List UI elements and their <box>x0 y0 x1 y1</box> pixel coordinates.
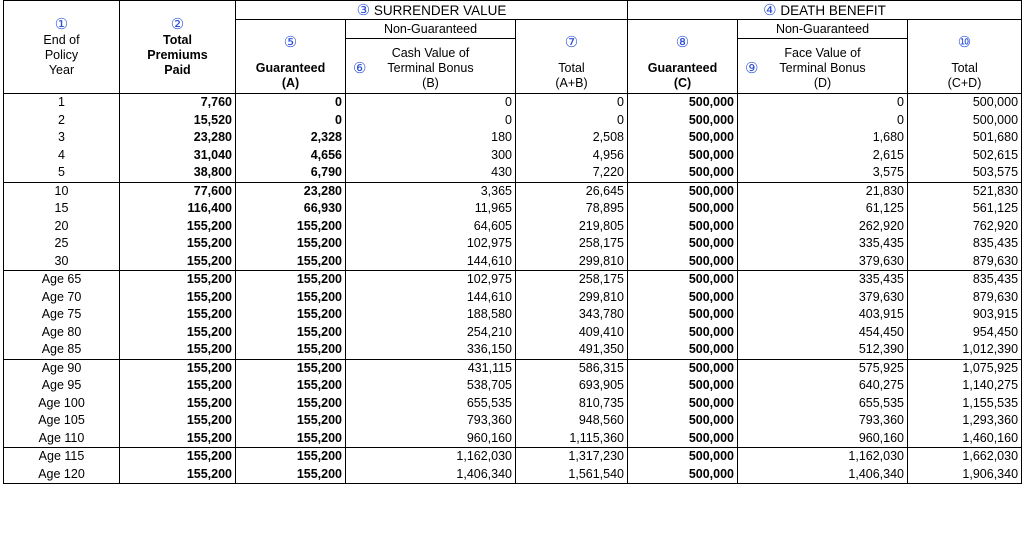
cell-premiums: 155,200 <box>120 359 236 377</box>
cell-db-bonus: 2,615 <box>738 147 908 165</box>
cell-db-total: 500,000 <box>908 94 1022 112</box>
cell-sv-bonus: 3,365 <box>346 182 516 200</box>
cell-sv-guaranteed: 155,200 <box>236 430 346 448</box>
cell-sv-total: 4,956 <box>516 147 628 165</box>
marker-2: ② <box>170 15 185 33</box>
cell-db-bonus: 379,630 <box>738 253 908 271</box>
cell-year: Age 100 <box>4 395 120 413</box>
header-sv-total-line2: (A+B) <box>555 76 588 90</box>
cell-sv-guaranteed: 4,656 <box>236 147 346 165</box>
cell-sv-bonus: 188,580 <box>346 306 516 324</box>
cell-db-bonus: 1,680 <box>738 129 908 147</box>
cell-db-guaranteed: 500,000 <box>628 430 738 448</box>
cell-db-bonus: 655,535 <box>738 395 908 413</box>
cell-db-guaranteed: 500,000 <box>628 164 738 182</box>
header-policy-year-line3: Year <box>48 62 75 77</box>
header-sv-terminal-bonus-line1: Cash Value of <box>391 46 470 60</box>
header-total-premiums-line3: Paid <box>164 62 191 77</box>
cell-sv-bonus: 102,975 <box>346 271 516 289</box>
table-body <box>4 94 1022 484</box>
table-row <box>4 466 1022 484</box>
cell-sv-bonus: 144,610 <box>346 253 516 271</box>
table-row <box>4 306 1022 324</box>
cell-sv-total: 1,561,540 <box>516 466 628 484</box>
cell-db-bonus: 21,830 <box>738 182 908 200</box>
cell-year: 20 <box>4 218 120 236</box>
cell-db-bonus: 512,390 <box>738 341 908 359</box>
header-surrender-title: SURRENDER VALUE <box>373 2 507 18</box>
cell-year: Age 75 <box>4 306 120 324</box>
cell-sv-bonus: 300 <box>346 147 516 165</box>
cell-year: 2 <box>4 112 120 130</box>
cell-sv-guaranteed: 6,790 <box>236 164 346 182</box>
cell-sv-bonus: 430 <box>346 164 516 182</box>
cell-sv-guaranteed: 155,200 <box>236 271 346 289</box>
cell-db-total: 561,125 <box>908 200 1022 218</box>
cell-sv-guaranteed: 155,200 <box>236 306 346 324</box>
marker-4: ④ <box>763 1 777 19</box>
table-row <box>4 182 1022 200</box>
cell-year: 25 <box>4 235 120 253</box>
cell-db-guaranteed: 500,000 <box>628 94 738 112</box>
header-db-total <box>908 20 1022 94</box>
cell-sv-bonus: 64,605 <box>346 218 516 236</box>
cell-sv-guaranteed: 155,200 <box>236 341 346 359</box>
cell-sv-total: 219,805 <box>516 218 628 236</box>
cell-db-total: 501,680 <box>908 129 1022 147</box>
cell-sv-total: 26,645 <box>516 182 628 200</box>
cell-db-guaranteed: 500,000 <box>628 235 738 253</box>
cell-sv-guaranteed: 155,200 <box>236 395 346 413</box>
cell-sv-total: 409,410 <box>516 324 628 342</box>
header-db-total-line2: (C+D) <box>947 76 982 90</box>
cell-db-guaranteed: 500,000 <box>628 289 738 307</box>
cell-db-total: 1,155,535 <box>908 395 1022 413</box>
table-row <box>4 289 1022 307</box>
cell-sv-bonus: 144,610 <box>346 289 516 307</box>
cell-db-total: 1,140,275 <box>908 377 1022 395</box>
cell-db-total: 1,460,160 <box>908 430 1022 448</box>
marker-10: ⑩ <box>957 34 972 51</box>
table-row <box>4 395 1022 413</box>
header-total-premiums-line1: Total <box>163 32 192 47</box>
cell-sv-total: 491,350 <box>516 341 628 359</box>
header-sv-guaranteed-line1: Guaranteed <box>255 61 326 75</box>
cell-db-total: 1,012,390 <box>908 341 1022 359</box>
cell-sv-total: 258,175 <box>516 235 628 253</box>
table-row <box>4 324 1022 342</box>
table-row <box>4 359 1022 377</box>
cell-year: 4 <box>4 147 120 165</box>
cell-db-guaranteed: 500,000 <box>628 200 738 218</box>
cell-db-guaranteed: 500,000 <box>628 182 738 200</box>
cell-sv-total: 0 <box>516 112 628 130</box>
header-db-total-line1: Total <box>951 61 978 75</box>
marker-6: ⑥ <box>353 60 367 77</box>
header-policy-year-line2: Policy <box>44 47 79 62</box>
cell-sv-total: 299,810 <box>516 289 628 307</box>
cell-db-bonus: 335,435 <box>738 271 908 289</box>
header-surrender-value <box>236 1 628 20</box>
cell-sv-guaranteed: 155,200 <box>236 377 346 395</box>
cell-db-bonus: 793,360 <box>738 412 908 430</box>
cell-premiums: 155,200 <box>120 395 236 413</box>
cell-db-guaranteed: 500,000 <box>628 377 738 395</box>
cell-db-total: 835,435 <box>908 235 1022 253</box>
cell-sv-bonus: 11,965 <box>346 200 516 218</box>
cell-year: Age 115 <box>4 448 120 466</box>
cell-sv-guaranteed: 2,328 <box>236 129 346 147</box>
cell-premiums: 15,520 <box>120 112 236 130</box>
cell-year: 10 <box>4 182 120 200</box>
header-total-premiums-line2: Premiums <box>147 47 208 62</box>
cell-db-total: 835,435 <box>908 271 1022 289</box>
marker-5: ⑤ <box>283 34 298 51</box>
cell-sv-total: 2,508 <box>516 129 628 147</box>
table-row <box>4 235 1022 253</box>
cell-db-bonus: 575,925 <box>738 359 908 377</box>
cell-db-total: 762,920 <box>908 218 1022 236</box>
cell-sv-guaranteed: 0 <box>236 94 346 112</box>
cell-db-bonus: 3,575 <box>738 164 908 182</box>
cell-db-guaranteed: 500,000 <box>628 341 738 359</box>
cell-premiums: 77,600 <box>120 182 236 200</box>
header-policy-year <box>4 1 120 94</box>
cell-db-bonus: 454,450 <box>738 324 908 342</box>
cell-db-guaranteed: 500,000 <box>628 147 738 165</box>
cell-sv-bonus: 180 <box>346 129 516 147</box>
cell-sv-total: 586,315 <box>516 359 628 377</box>
header-sv-terminal-bonus <box>346 39 516 94</box>
header-sv-guaranteed <box>236 20 346 94</box>
header-db-guaranteed-line2: (C) <box>673 76 692 90</box>
cell-sv-guaranteed: 155,200 <box>236 289 346 307</box>
header-db-terminal-bonus-line1: Face Value of <box>784 46 861 60</box>
cell-db-total: 1,662,030 <box>908 448 1022 466</box>
table-header <box>4 1 1022 94</box>
cell-sv-total: 0 <box>516 94 628 112</box>
cell-sv-bonus: 960,160 <box>346 430 516 448</box>
cell-premiums: 155,200 <box>120 235 236 253</box>
marker-7: ⑦ <box>564 34 579 51</box>
cell-sv-total: 7,220 <box>516 164 628 182</box>
cell-year: Age 80 <box>4 324 120 342</box>
cell-sv-guaranteed: 155,200 <box>236 466 346 484</box>
cell-sv-total: 810,735 <box>516 395 628 413</box>
cell-sv-bonus: 102,975 <box>346 235 516 253</box>
table-row <box>4 129 1022 147</box>
cell-year: Age 95 <box>4 377 120 395</box>
marker-8: ⑧ <box>675 34 690 51</box>
cell-db-bonus: 403,915 <box>738 306 908 324</box>
header-sv-terminal-bonus-line3: (B) <box>422 76 439 90</box>
cell-db-bonus: 1,406,340 <box>738 466 908 484</box>
cell-sv-guaranteed: 155,200 <box>236 235 346 253</box>
header-sv-terminal-bonus-line2: Terminal Bonus <box>387 61 474 75</box>
cell-db-guaranteed: 500,000 <box>628 448 738 466</box>
cell-sv-guaranteed: 66,930 <box>236 200 346 218</box>
cell-db-total: 1,075,925 <box>908 359 1022 377</box>
cell-sv-total: 78,895 <box>516 200 628 218</box>
cell-sv-guaranteed: 155,200 <box>236 359 346 377</box>
cell-db-bonus: 1,162,030 <box>738 448 908 466</box>
cell-premiums: 155,200 <box>120 341 236 359</box>
cell-sv-total: 1,317,230 <box>516 448 628 466</box>
cell-db-guaranteed: 500,000 <box>628 324 738 342</box>
cell-db-guaranteed: 500,000 <box>628 359 738 377</box>
cell-premiums: 155,200 <box>120 377 236 395</box>
cell-db-guaranteed: 500,000 <box>628 306 738 324</box>
cell-sv-bonus: 538,705 <box>346 377 516 395</box>
cell-db-total: 521,830 <box>908 182 1022 200</box>
cell-db-total: 954,450 <box>908 324 1022 342</box>
cell-db-guaranteed: 500,000 <box>628 218 738 236</box>
benefit-illustration-table <box>3 0 1022 484</box>
cell-db-total: 503,575 <box>908 164 1022 182</box>
cell-sv-total: 258,175 <box>516 271 628 289</box>
table-row <box>4 412 1022 430</box>
cell-sv-guaranteed: 155,200 <box>236 412 346 430</box>
cell-sv-bonus: 1,162,030 <box>346 448 516 466</box>
table-row <box>4 430 1022 448</box>
header-sv-non-guaranteed: Non-Guaranteed <box>346 20 516 39</box>
cell-premiums: 155,200 <box>120 466 236 484</box>
cell-premiums: 23,280 <box>120 129 236 147</box>
cell-sv-bonus: 254,210 <box>346 324 516 342</box>
cell-db-total: 1,293,360 <box>908 412 1022 430</box>
cell-premiums: 155,200 <box>120 253 236 271</box>
cell-year: 3 <box>4 129 120 147</box>
cell-sv-total: 299,810 <box>516 253 628 271</box>
cell-year: Age 90 <box>4 359 120 377</box>
header-sv-total-line1: Total <box>558 61 585 75</box>
cell-premiums: 155,200 <box>120 448 236 466</box>
cell-db-bonus: 960,160 <box>738 430 908 448</box>
header-db-guaranteed <box>628 20 738 94</box>
header-sv-total <box>516 20 628 94</box>
table-row <box>4 94 1022 112</box>
cell-year: Age 65 <box>4 271 120 289</box>
table-row <box>4 112 1022 130</box>
cell-db-bonus: 61,125 <box>738 200 908 218</box>
marker-9: ⑨ <box>745 60 759 77</box>
illustration-table-container <box>3 0 1022 484</box>
table-row <box>4 164 1022 182</box>
cell-db-guaranteed: 500,000 <box>628 466 738 484</box>
cell-sv-bonus: 336,150 <box>346 341 516 359</box>
cell-premiums: 155,200 <box>120 324 236 342</box>
cell-db-guaranteed: 500,000 <box>628 412 738 430</box>
table-row <box>4 253 1022 271</box>
cell-sv-guaranteed: 155,200 <box>236 448 346 466</box>
header-total-premiums <box>120 1 236 94</box>
table-row <box>4 377 1022 395</box>
cell-db-total: 500,000 <box>908 112 1022 130</box>
cell-db-guaranteed: 500,000 <box>628 253 738 271</box>
cell-db-bonus: 335,435 <box>738 235 908 253</box>
cell-premiums: 31,040 <box>120 147 236 165</box>
cell-db-guaranteed: 500,000 <box>628 271 738 289</box>
table-row <box>4 341 1022 359</box>
cell-db-bonus: 379,630 <box>738 289 908 307</box>
cell-year: 30 <box>4 253 120 271</box>
cell-sv-total: 693,905 <box>516 377 628 395</box>
cell-sv-guaranteed: 23,280 <box>236 182 346 200</box>
cell-db-guaranteed: 500,000 <box>628 129 738 147</box>
cell-db-guaranteed: 500,000 <box>628 395 738 413</box>
cell-sv-bonus: 431,115 <box>346 359 516 377</box>
cell-year: Age 70 <box>4 289 120 307</box>
cell-premiums: 38,800 <box>120 164 236 182</box>
header-db-non-guaranteed: Non-Guaranteed <box>738 20 908 39</box>
cell-sv-guaranteed: 155,200 <box>236 324 346 342</box>
cell-premiums: 155,200 <box>120 271 236 289</box>
header-sv-guaranteed-line2: (A) <box>281 76 300 90</box>
cell-db-total: 879,630 <box>908 253 1022 271</box>
header-death-benefit <box>628 1 1022 20</box>
cell-sv-total: 1,115,360 <box>516 430 628 448</box>
cell-sv-bonus: 793,360 <box>346 412 516 430</box>
cell-sv-bonus: 0 <box>346 94 516 112</box>
table-row <box>4 448 1022 466</box>
table-row <box>4 147 1022 165</box>
marker-3: ③ <box>356 1 371 19</box>
cell-db-bonus: 262,920 <box>738 218 908 236</box>
cell-db-bonus: 0 <box>738 94 908 112</box>
cell-premiums: 116,400 <box>120 200 236 218</box>
cell-db-bonus: 0 <box>738 112 908 130</box>
cell-premiums: 155,200 <box>120 218 236 236</box>
marker-1: ① <box>54 15 69 33</box>
cell-premiums: 155,200 <box>120 430 236 448</box>
cell-sv-guaranteed: 155,200 <box>236 218 346 236</box>
cell-year: 1 <box>4 94 120 112</box>
cell-year: Age 85 <box>4 341 120 359</box>
table-row <box>4 218 1022 236</box>
header-db-terminal-bonus-line3: (D) <box>813 76 832 90</box>
cell-premiums: 155,200 <box>120 289 236 307</box>
header-death-title: DEATH BENEFIT <box>780 2 886 18</box>
cell-sv-bonus: 1,406,340 <box>346 466 516 484</box>
cell-premiums: 7,760 <box>120 94 236 112</box>
cell-db-bonus: 640,275 <box>738 377 908 395</box>
cell-year: 15 <box>4 200 120 218</box>
table-row <box>4 271 1022 289</box>
cell-sv-guaranteed: 0 <box>236 112 346 130</box>
cell-db-total: 903,915 <box>908 306 1022 324</box>
header-db-terminal-bonus-line2: Terminal Bonus <box>779 61 866 75</box>
header-db-terminal-bonus <box>738 39 908 94</box>
cell-db-total: 879,630 <box>908 289 1022 307</box>
cell-db-total: 1,906,340 <box>908 466 1022 484</box>
cell-db-guaranteed: 500,000 <box>628 112 738 130</box>
header-db-guaranteed-line1: Guaranteed <box>647 61 718 75</box>
header-policy-year-line1: End of <box>43 32 80 47</box>
cell-sv-total: 343,780 <box>516 306 628 324</box>
cell-sv-bonus: 655,535 <box>346 395 516 413</box>
cell-sv-bonus: 0 <box>346 112 516 130</box>
cell-premiums: 155,200 <box>120 412 236 430</box>
cell-sv-total: 948,560 <box>516 412 628 430</box>
cell-sv-guaranteed: 155,200 <box>236 253 346 271</box>
table-row <box>4 200 1022 218</box>
cell-premiums: 155,200 <box>120 306 236 324</box>
cell-db-total: 502,615 <box>908 147 1022 165</box>
cell-year: 5 <box>4 164 120 182</box>
cell-year: Age 110 <box>4 430 120 448</box>
cell-year: Age 120 <box>4 466 120 484</box>
cell-year: Age 105 <box>4 412 120 430</box>
